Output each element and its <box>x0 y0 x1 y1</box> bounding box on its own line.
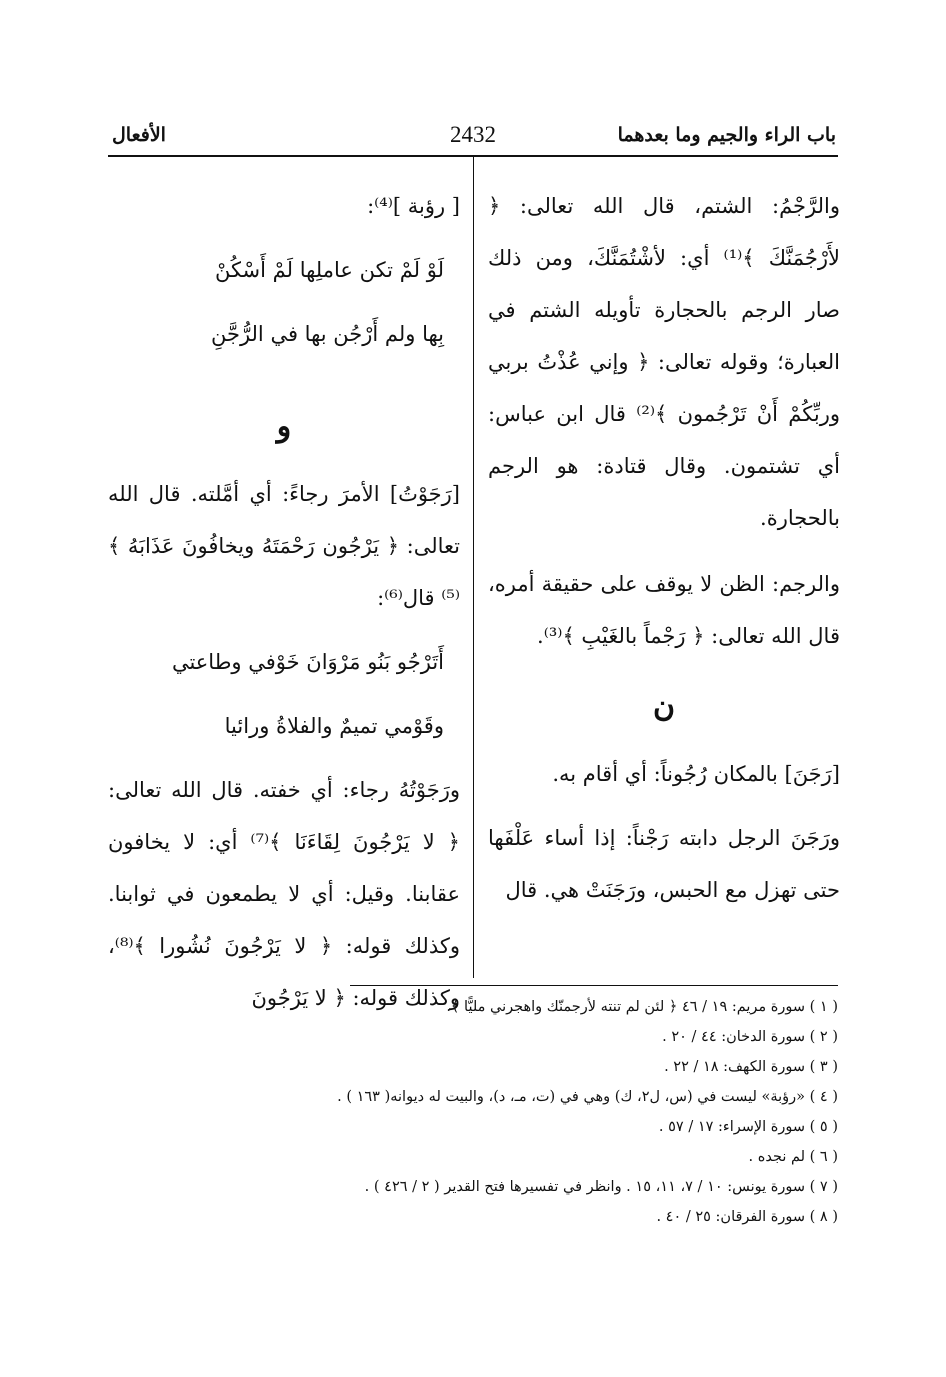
footnote: ( ٤ ) «رؤبة» ليست في (س، ل٢، ك) وهي في (ت، مـ، د)، والبيت له ديوانه( ١٦٣ ) . <box>337 1089 838 1105</box>
verse-line: لَوْ لَمْ تكن عاملِها لَمْ أَسْكُنْ <box>214 258 444 282</box>
chapter-title: باب الراء والجيم وما بعدهما <box>617 124 836 146</box>
entry-rajm-guess: والرجم: الظن لا يوقف على حقيقة أمره، قال الله تعالى: ﴿ رَجْماً بالغَيْبِ ﴾⁽³⁾. <box>488 572 840 648</box>
footnote: ( ٣ ) سورة الكهف: ١٨ / ٢٢ . <box>664 1059 838 1075</box>
footnote: ( ٦ ) لم نجده . <box>748 1149 838 1165</box>
footnote: ( ٨ ) سورة الفرقان: ٢٥ / ٤٠ . <box>656 1209 838 1225</box>
verse-line: وقَوْمي تميمٌ والفلاةُ ورائيا <box>224 714 444 738</box>
footnotes <box>278 992 838 1232</box>
footnote: ( ٥ ) سورة الإسراء: ١٧ / ٥٧ . <box>658 1119 838 1135</box>
column-divider <box>473 156 474 978</box>
footnote-rule <box>350 985 838 986</box>
section-letter-nun: ن <box>652 689 676 724</box>
entry-rajm-insult: والرَّجْمُ: الشتم، قال الله تعالى: ﴿ لأَرْجُمَنَّكَ ﴾⁽¹⁾ أي: لأشْتُمَنَّكَ، ومن ذلك صار الرجم بالحجارة تأويله الشتم في العبارة؛ وقوله تعالى: ﴿ وإني عُذْتُ بربي وربِّكُمْ أَنْ تَرْجُمون ﴾⁽²⁾ قال ابن عباس: أي تشتمون. وقال قتادة: هو الرجم بالحجارة. <box>488 194 840 530</box>
entry-rajana: [رَجَنَ] بالمكان رُجُوناً: أي أقام به. <box>552 762 840 786</box>
section-letter-waw: و <box>276 409 292 444</box>
entry-rajana-animal: ورَجَنَ الرجل دابته رَجْناً: إذا أساء عَلْفَها حتى تهزل مع الحبس، ورَجَنَتْ هي. قال <box>488 826 840 902</box>
page-number: 2432 <box>450 122 496 147</box>
verse-line: أَتَرْجُو بَنُو مَرْوَانَ خَوْفي وطاعتي <box>171 650 444 674</box>
left-column <box>108 180 460 1036</box>
verse-line: بِها ولم أَرْجُن بها في الرُّجَّنِ <box>210 322 444 346</box>
footnote: ( ٢ ) سورة الدخان: ٤٤ / ٢٠ . <box>662 1029 838 1045</box>
footnote: ( ٧ ) سورة يونس: ١٠ / ٧، ١١، ١٥ . وانظر في تفسيرها فتح القدير ( ٢ / ٤٢٦ ) . <box>364 1179 838 1195</box>
section-title: الأفعال <box>112 124 166 146</box>
footnote: ( ١ ) سورة مريم: ١٩ / ٤٦ ﴿ لئن لم تنته لأرجمنّك واهجرني مليًّا ﴾. <box>446 999 838 1015</box>
right-column <box>488 180 840 928</box>
poet-citation: [ رؤبة ]⁽⁴⁾: <box>367 194 460 218</box>
entry-rajawtuhu: ورَجَوْتُهُ رجاء: أي خفته. قال الله تعالى: ﴿ لا يَرْجُونَ لِقَاءَنَا ﴾⁽⁷⁾ أي: لا يخافون عقابنا. وقيل: أي لا يطمعون في ثوابنا. وكذلك قوله: ﴿ لا يَرْجُونَ نُشُورا ﴾⁽⁸⁾، وكذلك قوله: ﴿ لا يَرْجُونَ <box>108 778 460 1010</box>
entry-rajawtu: [رَجَوْتُ] الأمرَ رجاءً: أي أمَّلته. قال الله تعالى: ﴿ يَرْجُون رَحْمَتَهُ ويخافُونَ عَذَابَهُ ﴾⁽⁵⁾ قال⁽⁶⁾: <box>108 482 460 610</box>
